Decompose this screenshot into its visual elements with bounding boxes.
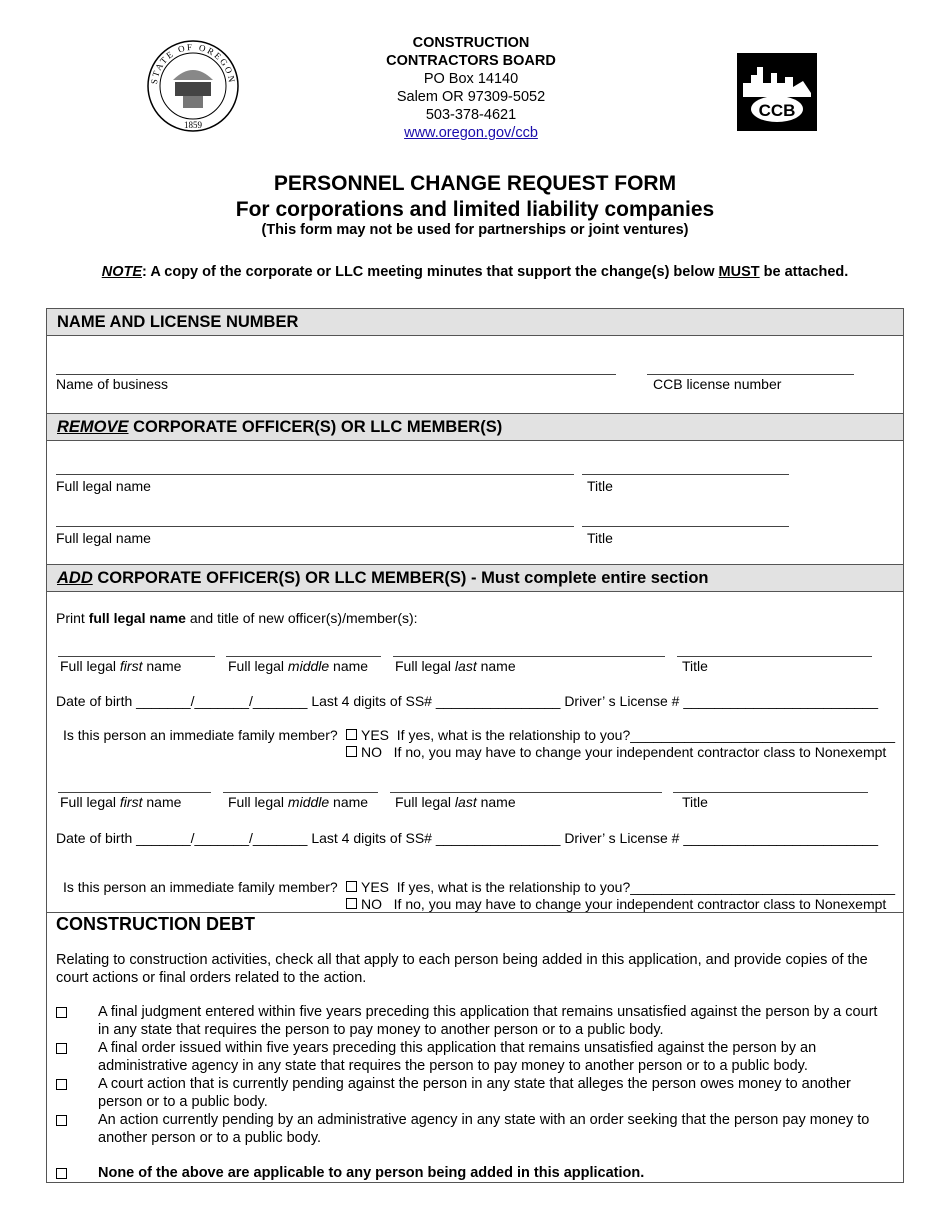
p2-family-question: Is this person an immediate family member? [63,879,338,895]
p2-middle-name-label [228,794,368,810]
remove-name-field-1[interactable] [56,474,574,475]
p2-dob-ss-license-line[interactable]: Date of birth _______/_______/_______ Last 4 digits of SS# ________________ Driver’ s License # _________________________ [56,830,879,846]
p2-title-label: Title [682,794,708,810]
lbl-part: name [142,658,182,674]
lbl-part: Full legal [60,794,120,810]
remove-title-label-2: Title [587,530,613,546]
debt-checkbox-4[interactable] [56,1115,67,1126]
p1-title-field[interactable] [677,656,872,657]
remove-title-field-2[interactable] [582,526,789,527]
yes-label: YES [361,727,390,743]
oregon-state-seal [145,40,241,132]
p2-first-name-field[interactable] [58,792,211,793]
org-name-line1: CONSTRUCTION [412,35,530,51]
add-emphasis: ADD [57,569,93,587]
debt-heading: CONSTRUCTION DEBT [56,914,255,934]
lbl-part: middle [287,794,330,810]
no-label: NO [361,744,382,760]
p1-no-row [346,744,886,760]
form-subtitle: For corporations and limited liability companies [235,198,715,221]
p1-middle-name-label [228,658,368,674]
remove-heading-text: CORPORATE OFFICER(S) OR LLC MEMBER(S) [128,418,503,436]
note-text-end: be attached. [759,264,849,280]
yes-label: YES [361,879,390,895]
lbl-part: name [329,658,369,674]
p2-yes-checkbox[interactable] [346,881,357,892]
p1-middle-name-field[interactable] [226,656,381,657]
note-label: NOTE [101,264,142,280]
add-instructions [56,610,418,626]
debt-checkbox-3[interactable] [56,1079,67,1090]
remove-name-field-2[interactable] [56,526,574,527]
remove-name-label-2: Full legal name [56,530,151,546]
lbl-part: first [119,658,143,674]
lbl-part: last [454,658,477,674]
po-box: PO Box 14140 [423,71,519,87]
debt-divider [47,912,903,913]
seal-text: STATE OF OREGON [148,41,238,85]
section-header-remove [47,413,903,441]
p1-no-checkbox[interactable] [346,746,357,757]
ccb-logo [737,53,817,131]
lbl-part: middle [287,658,330,674]
lbl-part: name [329,794,369,810]
p1-family-question: Is this person an immediate family member? [63,727,338,743]
instr-text: Print [56,610,89,626]
debt-none-statement: None of the above are applicable to any person being added in this application. [98,1165,645,1181]
board-address-block [330,34,612,142]
p2-no-checkbox[interactable] [346,898,357,909]
business-name-label: Name of business [56,376,169,392]
instr-text-end: and title of new officer(s)/member(s): [185,610,418,626]
ccb-logo-text: CCB [758,101,796,120]
ccb-license-field[interactable] [647,374,854,375]
p1-last-name-label [395,658,516,674]
debt-intro: Relating to construction activities, check all that apply to each person being added in this application, and provide copies of the court actions or final orders related to the action. [56,952,868,986]
lbl-part: name [142,794,182,810]
attachment-note [0,264,950,280]
no-label: NO [361,896,382,912]
yes-relationship-text: If yes, what is the relationship to you?__________________________________ [396,879,895,895]
form-title: PERSONNEL CHANGE REQUEST FORM [273,172,677,195]
lbl-part: Full legal [228,794,288,810]
no-class-text: If no, you may have to change your independent contractor class to Nonexempt [393,744,887,760]
ccb-license-label: CCB license number [653,376,782,392]
lbl-part: Full legal [60,658,120,674]
phone-number: 503-378-4621 [425,107,517,123]
section-header-name-license: NAME AND LICENSE NUMBER [47,308,903,336]
remove-name-label-1: Full legal name [56,478,151,494]
section-header-add [47,564,903,592]
instr-bold: full legal name [88,610,186,626]
debt-checkbox-1[interactable] [56,1007,67,1018]
p1-title-label: Title [682,658,708,674]
p2-no-row [346,896,886,912]
p1-first-name-field[interactable] [58,656,215,657]
debt-item-2: A final order issued within five years preceding this application that remains unsatisfied against the person by an administrative agency in any state that requires the person to pay money to another person or to a public body. [98,1040,817,1074]
lbl-part: name [476,658,516,674]
business-name-field[interactable] [56,374,616,375]
p2-title-field[interactable] [673,792,868,793]
lbl-part: name [476,794,516,810]
yes-relationship-text: If yes, what is the relationship to you?__________________________________ [396,727,895,743]
form-restriction-note: (This form may not be used for partnerships or joint ventures) [261,222,689,238]
p2-yes-row [346,879,895,895]
org-name-line2: CONTRACTORS BOARD [386,53,556,69]
note-must: MUST [718,264,760,280]
note-text: : A copy of the corporate or LLC meeting minutes that support the change(s) below [142,264,719,280]
debt-checkbox-none[interactable] [56,1168,67,1179]
p1-yes-checkbox[interactable] [346,729,357,740]
p2-first-name-label [60,794,181,810]
add-heading-text: CORPORATE OFFICER(S) OR LLC MEMBER(S) - Must complete entire section [92,569,709,587]
p2-middle-name-field[interactable] [223,792,378,793]
debt-item-1: A final judgment entered within five years preceding this application that remains unsatisfied against the person by a court in any state that requires the person to pay money to another person or to a public body. [98,1004,878,1038]
website-link[interactable]: www.oregon.gov/ccb [404,125,538,141]
lbl-part: first [119,794,143,810]
city-state-zip: Salem OR 97309-5052 [396,89,546,105]
debt-item-3: A court action that is currently pending against the person in any state that alleges the person owes money to another person or to a public body. [98,1076,851,1110]
p1-last-name-field[interactable] [393,656,665,657]
lbl-part: Full legal [395,794,455,810]
p2-last-name-label [395,794,516,810]
p1-first-name-label [60,658,181,674]
remove-emphasis: REMOVE [57,418,129,436]
remove-title-label-1: Title [587,478,613,494]
lbl-part: Full legal [395,658,455,674]
debt-checkbox-2[interactable] [56,1043,67,1054]
p1-dob-ss-license-line[interactable]: Date of birth _______/_______/_______ Last 4 digits of SS# ________________ Driver’ s License # _________________________ [56,693,879,709]
remove-title-field-1[interactable] [582,474,789,475]
p2-last-name-field[interactable] [390,792,662,793]
lbl-part: Full legal [228,658,288,674]
seal-year: 1859 [184,120,202,130]
lbl-part: last [454,794,477,810]
debt-item-4: An action currently pending by an administrative agency in any state with an order seeking that the person pay money to another person or to a public body. [98,1112,870,1146]
p1-yes-row [346,727,895,743]
no-class-text: If no, you may have to change your independent contractor class to Nonexempt [393,896,887,912]
